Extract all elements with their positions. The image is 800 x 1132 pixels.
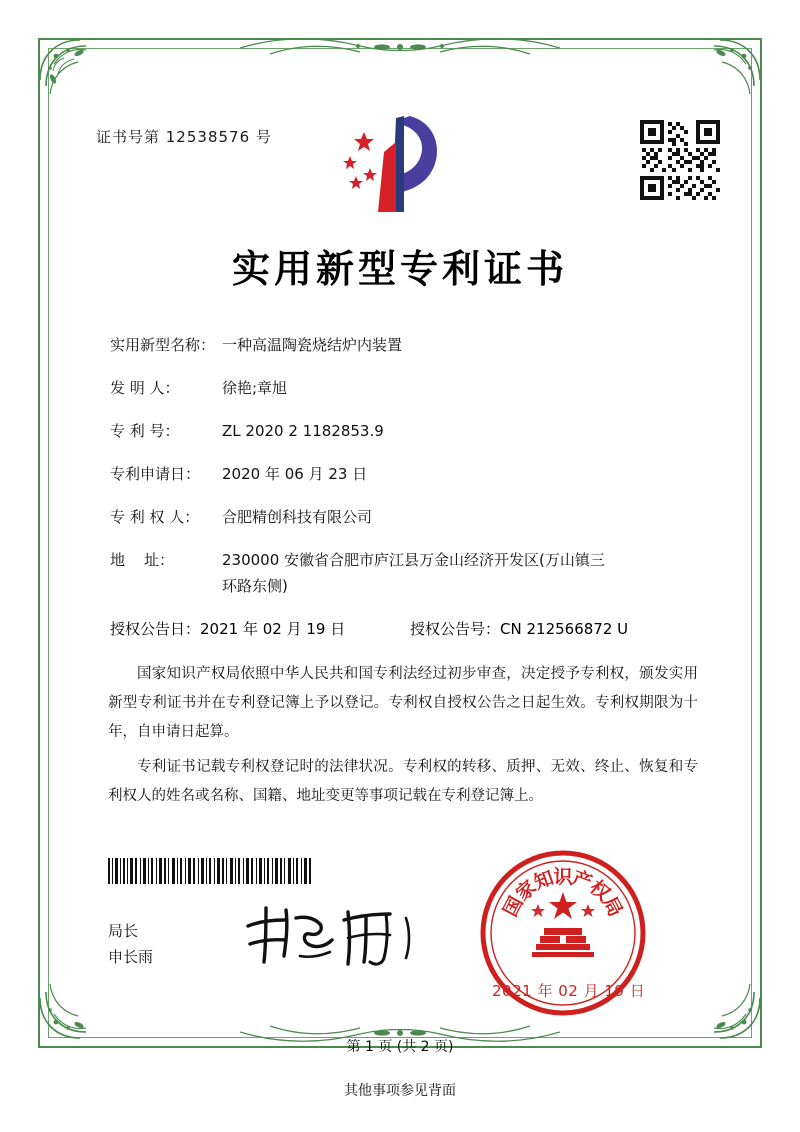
- field-row-patentee: [110, 506, 710, 528]
- field-value: 合肥精创科技有限公司: [222, 508, 373, 526]
- grant-number-value: CN 212566872 U: [500, 620, 629, 638]
- director-name: 申长雨: [108, 948, 154, 966]
- field-label: 发 明 人：: [110, 379, 180, 397]
- svg-text:产: 产: [569, 866, 595, 894]
- signature-block: [108, 918, 153, 970]
- svg-text:识: 识: [553, 866, 573, 888]
- handwritten-signature: [240, 900, 420, 972]
- page-number: 第 1 页 (共 2 页): [346, 1039, 454, 1055]
- field-value: 230000 安徽省合肥市庐江县万金山经济开发区(万山镇三: [222, 551, 605, 569]
- grant-number-label: 授权公告号：: [410, 620, 501, 638]
- footer-note: 其他事项参见背面: [344, 1083, 456, 1099]
- qr-code: [640, 120, 720, 200]
- field-value: ZL 2020 2 1182853.9: [222, 422, 384, 440]
- patent-office-logo: [340, 112, 458, 216]
- seal-date: 2021 年 02 月 19 日: [492, 982, 646, 1000]
- svg-text:局: 局: [598, 893, 627, 921]
- field-label: 地 址：: [110, 551, 175, 569]
- field-value: 徐艳;章旭: [222, 379, 288, 397]
- top-edge-ornament-icon: [240, 34, 560, 60]
- grant-date-value: 2021 年 02 月 19 日: [200, 620, 346, 638]
- field-row-address: [110, 549, 710, 597]
- field-row-inventor: [110, 377, 710, 399]
- grant-date-label: 授权公告日：: [110, 620, 201, 638]
- field-label: 专 利 权 人：: [110, 508, 200, 526]
- svg-text:权: 权: [585, 876, 615, 906]
- barcode: [108, 858, 313, 884]
- field-value-continued: 环路东侧): [222, 577, 288, 595]
- field-value: 一种高温陶瓷烧结炉内装置: [222, 336, 403, 354]
- page-title: 实用新型专利证书: [231, 246, 568, 291]
- legal-text-block: [108, 660, 698, 817]
- legal-paragraph: 国家知识产权局依照中华人民共和国专利法经过初步审查，决定授予专利权，颁发实用新型专利证书并在专利登记簿上予以登记。专利权自授权公告之日起生效。专利权期限为十年，自申请日起算。: [108, 666, 698, 740]
- certificate-fields: [110, 334, 710, 661]
- director-title: 局长: [108, 922, 139, 940]
- certificate-number: 证书号第 12538576 号: [96, 128, 272, 146]
- field-row-patent-number: [110, 420, 710, 442]
- field-row-grant-announcement: [110, 618, 710, 640]
- legal-paragraph: 专利证书记载专利权登记时的法律状况。专利权的转移、质押、无效、终止、恢复和专利权人的姓名或名称、国籍、地址变更等事项记载在专利登记簿上。: [108, 759, 698, 804]
- svg-text:家: 家: [511, 876, 541, 906]
- field-row-utility-model-name: [110, 334, 710, 356]
- field-row-application-date: [110, 463, 710, 485]
- field-label: 专 利 号：: [110, 422, 180, 440]
- field-label: 专利申请日：: [110, 465, 201, 483]
- svg-text:知: 知: [531, 866, 557, 894]
- svg-text:国: 国: [499, 893, 528, 921]
- field-label: 实用新型名称：: [110, 336, 216, 354]
- field-value: 2020 年 06 月 23 日: [222, 465, 368, 483]
